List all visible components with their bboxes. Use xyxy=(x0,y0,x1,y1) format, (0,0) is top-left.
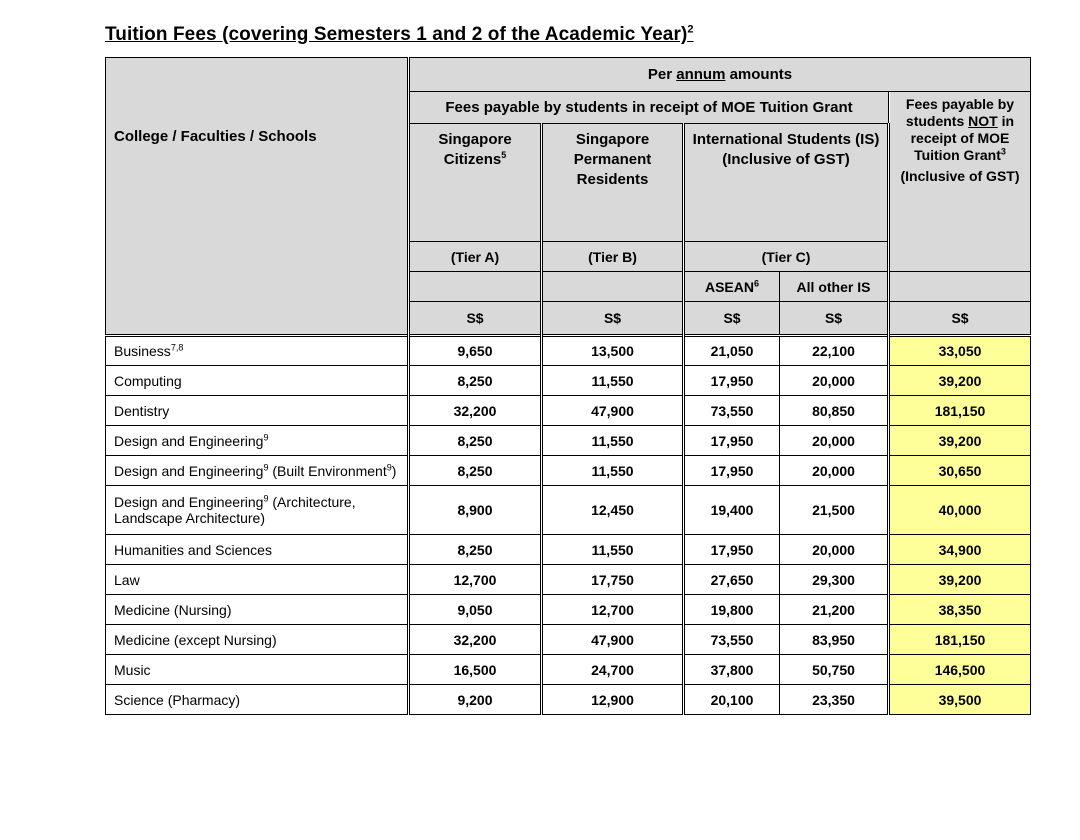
tier-a-fee: 8,250 xyxy=(409,456,542,486)
tier-b-fee: 11,550 xyxy=(542,456,684,486)
table-row xyxy=(106,486,1031,535)
not-grant-fee: 39,200 xyxy=(889,426,1031,456)
all-other-is-header: All other IS xyxy=(780,272,889,302)
all-other-is-fee: 20,000 xyxy=(780,535,889,565)
not-grant-fee: 146,500 xyxy=(889,655,1031,685)
table-row xyxy=(106,625,1031,655)
college-name: Computing xyxy=(106,366,409,396)
tuition-fees-table xyxy=(105,57,1031,715)
not-grant-fee: 34,900 xyxy=(889,535,1031,565)
tier-a-fee: 9,050 xyxy=(409,595,542,625)
tier-b-fee: 47,900 xyxy=(542,396,684,426)
tier-a-fee: 32,200 xyxy=(409,625,542,655)
college-column-header: College / Faculties / Schools xyxy=(106,58,409,336)
not-grant-fee: 39,200 xyxy=(889,366,1031,396)
tier-a-fee: 16,500 xyxy=(409,655,542,685)
table-row xyxy=(106,426,1031,456)
asean-fee: 37,800 xyxy=(684,655,780,685)
tier-a-fee: 9,650 xyxy=(409,336,542,366)
sg-citizens-header: Singapore Citizens$^5$ xyxy=(409,124,542,242)
all-other-is-fee: 20,000 xyxy=(780,426,889,456)
sg-pr-header: Singapore Permanent Residents xyxy=(542,124,684,242)
tier-a-fee: 8,250 xyxy=(409,535,542,565)
table-row xyxy=(106,595,1031,625)
tier-c-label: (Tier C) xyxy=(684,242,889,272)
all-other-is-fee: 22,100 xyxy=(780,336,889,366)
college-name: Dentistry xyxy=(106,396,409,426)
currency-asean: S$ xyxy=(684,302,780,336)
fees-not-grant-header: Fees payable by students NOT in receipt of MOE Tuition Grant$^3$ (Inclusive of GST) xyxy=(889,92,1031,272)
tier-a-fee: 12,700 xyxy=(409,565,542,595)
currency-not-grant: S$ xyxy=(889,302,1031,336)
table-row xyxy=(106,655,1031,685)
not-grant-fee: 39,200 xyxy=(889,565,1031,595)
college-name: Business$^{7,8}$ xyxy=(106,336,409,366)
document-title: Tuition Fees (covering Semesters 1 and 2 of the Academic Year)$^2$ xyxy=(105,23,694,45)
all-other-is-fee: 20,000 xyxy=(780,366,889,396)
tier-a-fee: 8,250 xyxy=(409,366,542,396)
tier-b-fee: 11,550 xyxy=(542,366,684,396)
tier-b-fee: 13,500 xyxy=(542,336,684,366)
all-other-is-fee: 20,000 xyxy=(780,456,889,486)
table-row xyxy=(106,535,1031,565)
tier-b-fee: 11,550 xyxy=(542,535,684,565)
all-other-is-fee: 21,200 xyxy=(780,595,889,625)
asean-fee: 19,800 xyxy=(684,595,780,625)
all-other-is-fee: 23,350 xyxy=(780,685,889,715)
tier-a-blank xyxy=(409,272,542,302)
all-other-is-fee: 83,950 xyxy=(780,625,889,655)
asean-fee: 73,550 xyxy=(684,625,780,655)
intl-students-header: International Students (IS) (Inclusive of GST) xyxy=(684,124,889,242)
tier-b-fee: 12,900 xyxy=(542,685,684,715)
asean-fee: 19,400 xyxy=(684,486,780,535)
tier-a-fee: 8,900 xyxy=(409,486,542,535)
college-name: Design and Engineering$^9$ xyxy=(106,426,409,456)
college-name: Medicine (Nursing) xyxy=(106,595,409,625)
table-row xyxy=(106,456,1031,486)
asean-fee: 21,050 xyxy=(684,336,780,366)
tier-a-fee: 32,200 xyxy=(409,396,542,426)
asean-fee: 17,950 xyxy=(684,456,780,486)
fees-grant-header: Fees payable by students in receipt of MOE Tuition Grant xyxy=(409,92,889,124)
all-other-is-fee: 50,750 xyxy=(780,655,889,685)
college-name: Design and Engineering$^9$ (Built Environment$^9$) xyxy=(106,456,409,486)
tier-b-fee: 17,750 xyxy=(542,565,684,595)
college-name: Humanities and Sciences xyxy=(106,535,409,565)
table-row xyxy=(106,366,1031,396)
tier-b-fee: 11,550 xyxy=(542,426,684,456)
all-other-is-fee: 80,850 xyxy=(780,396,889,426)
tier-b-fee: 24,700 xyxy=(542,655,684,685)
asean-fee: 17,950 xyxy=(684,535,780,565)
all-other-is-fee: 29,300 xyxy=(780,565,889,595)
not-grant-blank xyxy=(889,272,1031,302)
tier-b-fee: 47,900 xyxy=(542,625,684,655)
not-grant-fee: 39,500 xyxy=(889,685,1031,715)
tier-b-fee: 12,700 xyxy=(542,595,684,625)
table-row xyxy=(106,685,1031,715)
not-grant-fee: 30,650 xyxy=(889,456,1031,486)
asean-header: ASEAN$^6$ xyxy=(684,272,780,302)
college-name: Medicine (except Nursing) xyxy=(106,625,409,655)
tier-a-fee: 8,250 xyxy=(409,426,542,456)
not-grant-fee: 33,050 xyxy=(889,336,1031,366)
tier-b-fee: 12,450 xyxy=(542,486,684,535)
college-name: Music xyxy=(106,655,409,685)
table-row xyxy=(106,396,1031,426)
table-row xyxy=(106,565,1031,595)
asean-fee: 17,950 xyxy=(684,426,780,456)
tier-b-blank xyxy=(542,272,684,302)
tier-b-label: (Tier B) xyxy=(542,242,684,272)
table-row xyxy=(106,336,1031,366)
asean-fee: 20,100 xyxy=(684,685,780,715)
currency-tier-a: S$ xyxy=(409,302,542,336)
all-other-is-fee: 21,500 xyxy=(780,486,889,535)
asean-fee: 17,950 xyxy=(684,366,780,396)
college-name: Science (Pharmacy) xyxy=(106,685,409,715)
not-grant-fee: 38,350 xyxy=(889,595,1031,625)
currency-tier-b: S$ xyxy=(542,302,684,336)
college-name: Law xyxy=(106,565,409,595)
tier-a-fee: 9,200 xyxy=(409,685,542,715)
asean-fee: 27,650 xyxy=(684,565,780,595)
not-grant-fee: 181,150 xyxy=(889,396,1031,426)
per-annum-header: Per annum amounts xyxy=(409,58,1031,92)
asean-fee: 73,550 xyxy=(684,396,780,426)
college-name: Design and Engineering$^9$ (Architecture, Landscape Architecture) xyxy=(106,486,409,535)
tier-a-label: (Tier A) xyxy=(409,242,542,272)
not-grant-fee: 40,000 xyxy=(889,486,1031,535)
currency-all-other: S$ xyxy=(780,302,889,336)
not-grant-fee: 181,150 xyxy=(889,625,1031,655)
